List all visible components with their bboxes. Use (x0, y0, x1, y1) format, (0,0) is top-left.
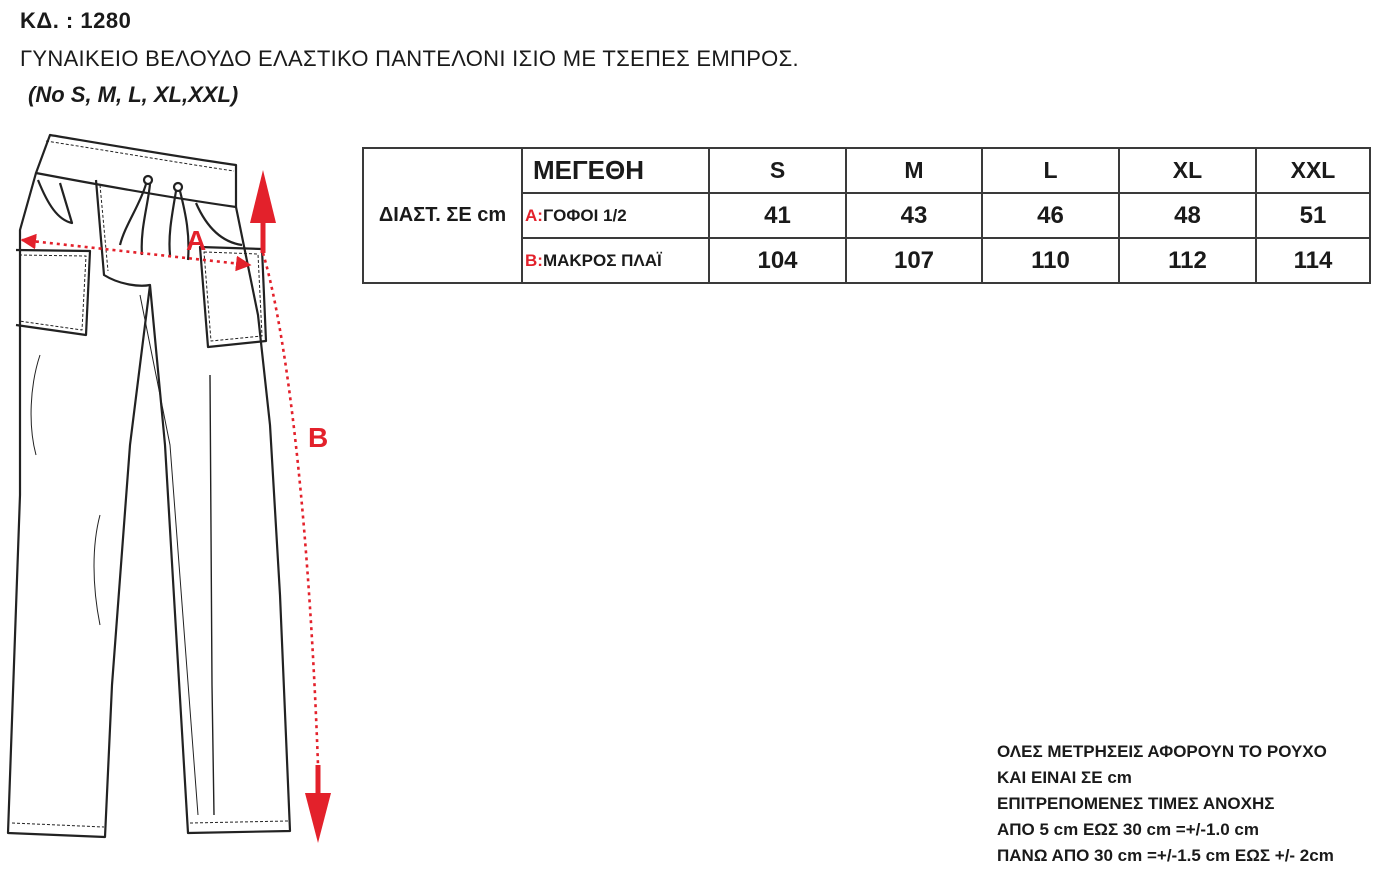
dimension-label: ΔΙΑΣΤ. ΣΕ cm (363, 148, 522, 283)
trousers-figure (0, 125, 360, 871)
measure-name: ΜΑΚΡΟΣ ΠΛΑΪ (542, 250, 662, 270)
table-cell: 104 (709, 238, 846, 283)
measure-label-length (522, 238, 709, 283)
note-line: ΚΑΙ ΕΙΝΑΙ ΣΕ cm (997, 768, 1132, 787)
table-cell: 43 (846, 193, 982, 238)
available-sizes: (Νο S, M, L, XL,XXL) (28, 82, 239, 107)
table-cell: 112 (1119, 238, 1256, 283)
note-line: ΠΑΝΩ ΑΠΟ 30 cm =+/-1.5 cm ΕΩΣ +/- 2cm (997, 846, 1334, 865)
table-cell: 48 (1119, 193, 1256, 238)
size-header-l: L (982, 148, 1119, 193)
size-table (362, 147, 1371, 284)
label-b: B (308, 422, 329, 453)
size-header-s: S (709, 148, 846, 193)
trousers-sketch-icon (0, 125, 360, 871)
table-cell: 46 (982, 193, 1119, 238)
size-header-xl: XL (1119, 148, 1256, 193)
note-line: ΕΠΙΤΡΕΠΟΜΕΝΕΣ ΤΙΜΕΣ ΑΝΟΧΗΣ (997, 794, 1275, 813)
measure-label-hips (522, 193, 709, 238)
table-cell: 114 (1256, 238, 1370, 283)
sizes-header: ΜΕΓΕΘΗ (522, 148, 709, 193)
table-cell: 107 (846, 238, 982, 283)
product-description: ΓΥΝΑΙΚΕΙΟ ΒΕΛΟΥΔΟ ΕΛΑΣΤΙΚΟ ΠΑΝΤΕΛΟΝΙ ΙΣΙΟ ΜΕ ΤΣΕΠΕΣ ΕΜΠΡΟΣ. (20, 46, 799, 71)
tolerance-notes (997, 739, 1334, 869)
table-cell: 110 (982, 238, 1119, 283)
measure-letter: A: (525, 205, 543, 225)
table-cell: 51 (1256, 193, 1370, 238)
table-header-row (363, 148, 1370, 193)
label-a: A (186, 225, 207, 256)
measure-letter: B: (525, 250, 543, 270)
note-line: ΑΠΟ 5 cm ΕΩΣ 30 cm =+/-1.0 cm (997, 820, 1259, 839)
size-header-m: M (846, 148, 982, 193)
note-line: ΟΛΕΣ ΜΕΤΡΗΣΕΙΣ ΑΦΟΡΟΥΝ ΤΟ ΡΟΥΧΟ (997, 742, 1327, 761)
size-header-xxl: XXL (1256, 148, 1370, 193)
measure-name: ΓΟΦΟΙ 1/2 (542, 205, 627, 225)
product-code: ΚΔ. : 1280 (20, 8, 132, 33)
table-cell: 41 (709, 193, 846, 238)
